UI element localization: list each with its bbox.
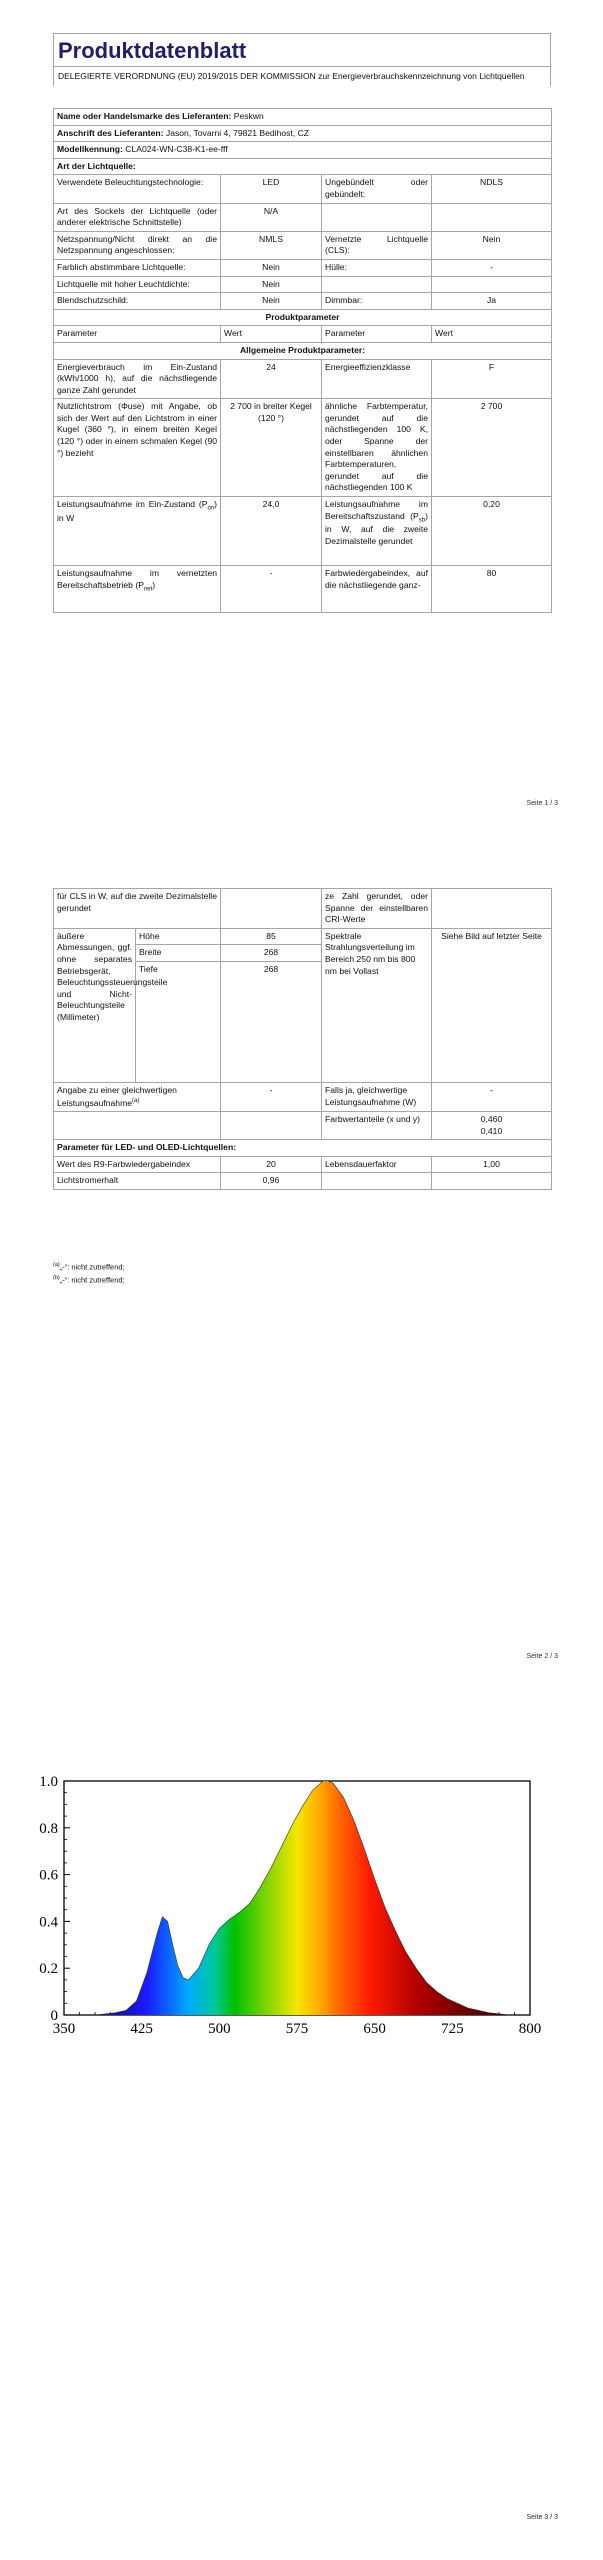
column-header-row — [54, 326, 552, 343]
y-tick-label: 0.6 — [39, 1867, 58, 1884]
equivalent-power-label: Falls ja, gleichwertige Leistungsaufnahme (W) — [322, 1082, 432, 1111]
x-tick-label: 725 — [441, 2021, 464, 2037]
survival-factor-value: 1,00 — [432, 1156, 552, 1173]
y-tick-label: 0.2 — [39, 1961, 58, 1978]
footnotes — [53, 1261, 125, 1286]
equivalent-power-claim-label: Angabe zu einer gleichwertigen Leistungsaufnahme$^{(a)}$ — [54, 1082, 221, 1111]
r9-value: 20 — [221, 1156, 322, 1173]
standby-value: 0,20 — [432, 497, 552, 566]
spec-value: Ja — [432, 293, 552, 310]
supplier-name-label: Name oder Handelsmarke des Lieferanten: — [57, 111, 232, 121]
chromaticity-y: 0,410 — [480, 1125, 503, 1136]
param-row — [54, 1156, 552, 1173]
networked-standby-label: Leistungsaufnahme im vernetzten Bereitschaftsbetrieb $(P_{net})$ — [54, 566, 221, 613]
power-on-value: 24,0 — [221, 497, 322, 566]
spd-label: Spektrale Strahlungsverteilung im Bereich 250 nm bis 800 nm bei Vollast — [322, 928, 432, 1082]
power-on-label: Leistungsaufnahme im Ein-Zustand $(P_{on})$ in W — [54, 497, 221, 566]
spec-value — [432, 276, 552, 293]
y-tick-label: 1.0 — [39, 1774, 58, 1790]
supplier-address-value: Jason, Tovarni 4, 79821 Bedihost, CZ — [165, 127, 310, 138]
spec-label: Vernetzte Lichtquelle (CLS): — [322, 231, 432, 259]
param-row — [54, 1082, 552, 1111]
spec-value: N/A — [221, 203, 322, 231]
chromaticity-label: Farbwertanteile (x und y) — [322, 1112, 432, 1140]
spec-value: Nein — [221, 259, 322, 276]
model-value: CLA024-WN-C38-K1-ee-fff — [125, 144, 228, 155]
luminous-flux-value: 2 700 in breiter Kegel (120 °) — [221, 399, 322, 497]
model-label: Modellkennung: — [57, 144, 123, 155]
spec-label — [322, 276, 432, 293]
spec-label: Hülle: — [322, 259, 432, 276]
led-params-header: Parameter für LED- und OLED-Lichtquellen: — [54, 1140, 552, 1157]
params-header-row — [54, 309, 552, 326]
r9-label: Wert des R9-Farbwiedergabeindex — [54, 1156, 221, 1173]
param-row — [54, 1112, 552, 1140]
page-3 — [0, 1706, 603, 2560]
equivalent-power-value: - — [432, 1082, 552, 1111]
spd-value: Siehe Bild auf letzter Seite — [432, 928, 552, 1082]
supplier-address-row — [54, 125, 552, 142]
chromaticity-value — [432, 1112, 552, 1140]
cri-value: 80 — [432, 566, 552, 613]
survival-factor-label: Lebensdauerfaktor — [322, 1156, 432, 1173]
spec-label: Verwendete Beleuchtungstechnologie: — [54, 175, 221, 203]
cct-label: ähnliche Farbtemperatur, gerundet auf die nächstliegenden 100 K, oder Spanne der einstellbaren ähnlichen Farbtemperaturen, gerundet auf die nächstliegenden 100 K — [322, 399, 432, 497]
depth-label: Tiefe — [136, 961, 221, 1082]
height-label: Höhe — [136, 928, 221, 945]
x-tick-label: 800 — [518, 2021, 542, 2037]
supplier-address-label: Anschrift des Lieferanten: — [57, 127, 164, 138]
page-1 — [0, 0, 603, 820]
general-params-header-row — [54, 342, 552, 359]
column-header-value: Wert — [432, 326, 552, 343]
light-type-header-row — [54, 158, 552, 175]
cri-label-cont: ze Zahl gerundet, oder Spanne der einstellbaren CRI-Werte — [322, 889, 432, 929]
luminous-flux-label: Nutzlichtstrom (Φuse) mit Angabe, ob sich der Wert auf den Lichtstrom in einer Kugel (360 °), in einem breiten Kegel (120 °) oder in einem schmalen Kegel (90 °) bezieht — [54, 399, 221, 497]
x-tick-label: 575 — [285, 2021, 309, 2037]
params-header: Produktparameter — [54, 309, 552, 326]
dimensions-label: äußere Abmessungen, ggf. ohne separates Betriebsgerät, Beleuchtungssteuerungsteile und Nicht-Beleuchtungsteile (Millimeter) — [54, 928, 136, 1082]
y-tick-label: 0 — [50, 2008, 58, 2024]
x-tick-label: 425 — [130, 2021, 153, 2037]
spec-value: Nein — [221, 276, 322, 293]
light-type-header: Art der Lichtquelle: — [54, 158, 552, 175]
cri-label: Farbwiedergabeindex, auf die nächstliegende ganz- — [322, 566, 432, 613]
param-row — [54, 1173, 552, 1190]
document-header — [53, 33, 551, 86]
footnote-b: $^{(b)}$„-“: nicht zutreffend; — [53, 1274, 125, 1284]
spec-value: LED — [221, 175, 322, 203]
networked-standby-value: - — [221, 566, 322, 613]
spec-label: Lichtquelle mit hoher Leuchtdichte: — [54, 276, 221, 293]
dimensions-row — [54, 928, 552, 945]
column-header-parameter: Parameter — [54, 326, 221, 343]
networked-standby-label-cont: für CLS in W, auf die zweite Dezimalstelle gerundet — [54, 889, 221, 929]
y-tick-label: 0.8 — [39, 1820, 58, 1837]
page-number: Seite 1 / 3 — [526, 800, 558, 807]
efficiency-class-label: Energieeffizienzklasse — [322, 359, 432, 399]
spec-value: - — [432, 259, 552, 276]
spec-label: Netzspannung/Nicht direkt an die Netzspannung angeschlossen: — [54, 231, 221, 259]
product-params-continued-table — [53, 888, 552, 1190]
spec-row — [54, 293, 552, 310]
standby-label: Leistungsaufnahme im Bereitschaftszustand $(P_{sb})$ in W, auf die zweite Dezimalstelle gerundet — [322, 497, 432, 566]
spec-label: Blendschutzschild: — [54, 293, 221, 310]
document-title: Produktdatenblatt — [54, 34, 550, 67]
cct-value: 2 700 — [432, 399, 552, 497]
model-row — [54, 142, 552, 159]
page-2 — [0, 853, 603, 1683]
x-tick-label: 350 — [52, 2021, 76, 2037]
supplier-name-row — [54, 109, 552, 126]
spec-row — [54, 231, 552, 259]
x-tick-label: 650 — [363, 2021, 386, 2037]
regulation-text: DELEGIERTE VERORDNUNG (EU) 2019/2015 DER KOMMISSION zur Energieverbrauchskennzeichnung von Lichtquellen — [58, 71, 525, 81]
param-row — [54, 566, 552, 613]
param-row — [54, 889, 552, 929]
x-tick-label: 500 — [208, 2021, 231, 2037]
energy-consumption-label: Energieverbrauch im Ein-Zustand (kWh/1000 h), auf die nächstliegende ganze Zahl gerundet — [54, 359, 221, 399]
depth-value: 268 — [221, 961, 322, 1082]
energy-consumption-value: 24 — [221, 359, 322, 399]
width-label: Breite — [136, 945, 221, 962]
spec-value — [432, 203, 552, 231]
spec-row — [54, 203, 552, 231]
spec-row — [54, 259, 552, 276]
width-value: 268 — [221, 945, 322, 962]
chromaticity-x: 0,460 — [480, 1114, 503, 1125]
param-row — [54, 359, 552, 399]
param-row — [54, 497, 552, 566]
spectral-distribution-chart — [34, 1769, 564, 2069]
column-header-value: Wert — [221, 326, 322, 343]
y-tick-label: 0.4 — [39, 1914, 58, 1931]
spec-value: NMLS — [221, 231, 322, 259]
product-info-table — [53, 108, 552, 613]
spec-label: Ungebündelt oder gebündelt: — [322, 175, 432, 203]
spec-value: Nein — [432, 231, 552, 259]
height-value: 85 — [221, 928, 322, 945]
supplier-name-value: Peskwn — [233, 111, 264, 121]
page-number: Seite 3 / 3 — [526, 2514, 558, 2521]
spec-label: Dimmbar: — [322, 293, 432, 310]
param-row — [54, 399, 552, 497]
spec-value: Nein — [221, 293, 322, 310]
spec-row — [54, 276, 552, 293]
column-header-parameter: Parameter — [322, 326, 432, 343]
equivalent-power-claim-value: - — [221, 1082, 322, 1111]
lumen-maintenance-label: Lichtstromerhalt — [54, 1173, 221, 1190]
footnote-a: $^{(a)}$„-“: nicht zutreffend; — [53, 1262, 125, 1272]
general-params-header: Allgemeine Produktparameter: — [54, 342, 552, 359]
spec-row — [54, 175, 552, 203]
spec-label: Farblich abstimmbare Lichtquelle: — [54, 259, 221, 276]
page-number: Seite 2 / 3 — [526, 1653, 558, 1660]
spec-label: Art des Sockels der Lichtquelle (oder anderer elektrische Schnittstelle) — [54, 203, 221, 231]
spec-label — [322, 203, 432, 231]
spec-value: NDLS — [432, 175, 552, 203]
efficiency-class-value: F — [432, 359, 552, 399]
led-params-header-row — [54, 1140, 552, 1157]
lumen-maintenance-value: 0,96 — [221, 1173, 322, 1190]
